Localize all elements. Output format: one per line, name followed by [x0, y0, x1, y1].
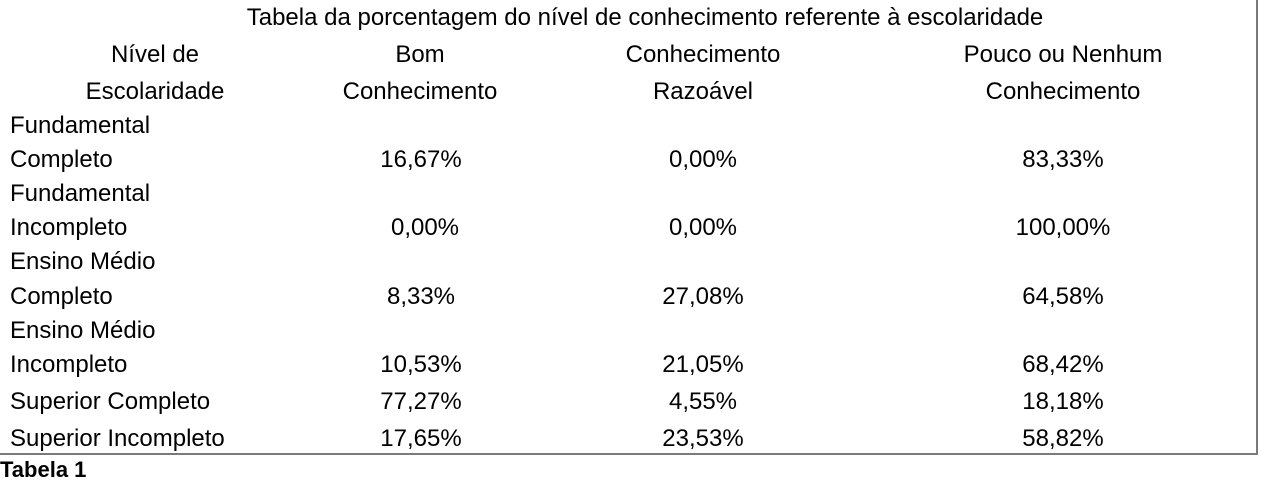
- row-level: Fundamental: [10, 180, 151, 207]
- cell-good: 0,00%: [390, 214, 460, 241]
- header-conhecimento-razoavel: [626, 36, 781, 110]
- header-line: Conhecimento: [342, 78, 498, 105]
- cell-good: 77,27%: [380, 388, 462, 415]
- row-level: Superior Completo: [10, 388, 211, 415]
- row-level: Incompleto: [10, 351, 128, 378]
- row-level: Fundamental: [10, 112, 151, 139]
- row-level: Superior Incompleto: [10, 425, 225, 452]
- cell-reasonable: 0,00%: [668, 214, 738, 241]
- table-title: Tabela da porcentagem do nível de conhecimento referente à escolaridade: [246, 4, 1044, 31]
- header-bom-conhecimento: [343, 36, 498, 110]
- row-level: Completo: [10, 146, 113, 173]
- cell-good: 8,33%: [386, 283, 456, 310]
- cell-reasonable: 21,05%: [662, 351, 744, 378]
- row-level: Ensino Médio: [10, 248, 156, 275]
- header-line: Bom: [395, 41, 445, 68]
- cell-little: 100,00%: [1015, 214, 1111, 241]
- row-level: Ensino Médio: [10, 317, 156, 344]
- cell-good: 17,65%: [380, 425, 462, 452]
- cell-reasonable: 4,55%: [668, 388, 738, 415]
- header-line: Conhecimento: [985, 78, 1141, 105]
- cell-reasonable: 0,00%: [668, 146, 738, 173]
- cell-good: 10,53%: [380, 351, 462, 378]
- cell-little: 64,58%: [1022, 283, 1104, 310]
- header-pouco-nenhum-conhecimento: [964, 36, 1163, 110]
- header-line: Pouco ou Nenhum: [963, 41, 1163, 68]
- header-line: Escolaridade: [85, 78, 225, 105]
- header-line: Nível de: [110, 41, 200, 68]
- header-nivel-escolaridade: [86, 36, 225, 110]
- cell-little: 68,42%: [1022, 351, 1104, 378]
- cell-reasonable: 27,08%: [662, 283, 744, 310]
- row-level: Incompleto: [10, 214, 128, 241]
- row-level: Completo: [10, 283, 113, 310]
- cell-reasonable: 23,53%: [662, 425, 744, 452]
- cell-little: 18,18%: [1022, 388, 1104, 415]
- cell-little: 83,33%: [1022, 146, 1104, 173]
- header-line: Razoável: [652, 78, 754, 105]
- header-line: Conhecimento: [625, 41, 781, 68]
- table-caption: Tabela 1: [0, 457, 87, 482]
- cell-little: 58,82%: [1022, 425, 1104, 452]
- cell-good: 16,67%: [380, 146, 462, 173]
